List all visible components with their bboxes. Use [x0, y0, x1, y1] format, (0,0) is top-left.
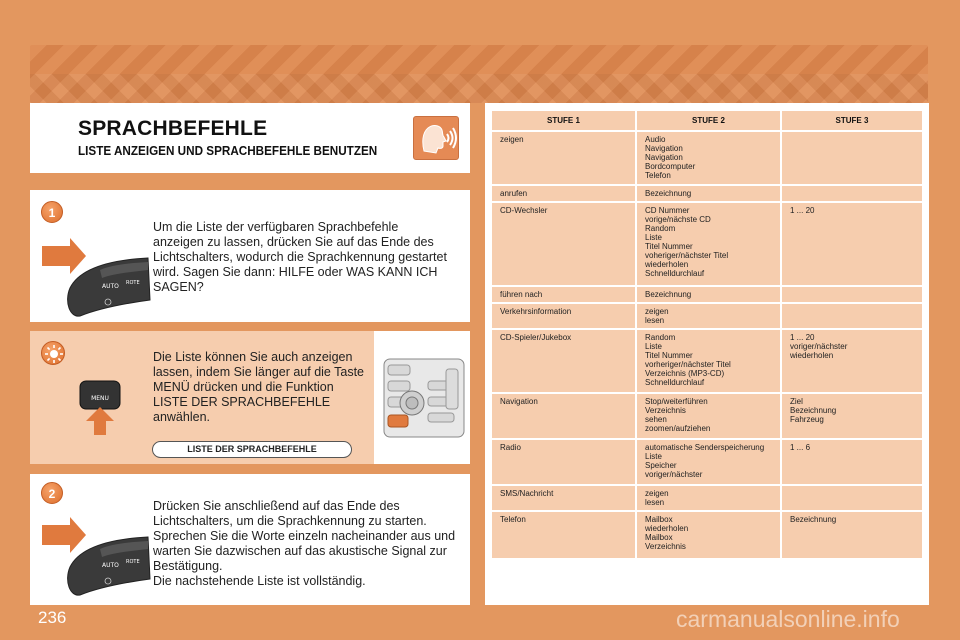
table-cell: Bezeichnung	[782, 512, 922, 558]
table-row	[492, 132, 922, 184]
table-cell: 1 ... 20	[782, 203, 922, 285]
table-cell	[782, 304, 922, 328]
chevron-header-band	[30, 45, 928, 103]
table-row	[492, 304, 922, 328]
table-row	[492, 512, 922, 558]
table-body	[492, 132, 922, 558]
table-cell: Random Liste Titel Nummer vorheriger/nächster Titel Verzeichnis (MP3-CD) Schnelldurchlauf	[637, 330, 780, 392]
tip-panel	[30, 331, 470, 464]
page-title: SPRACHBEFEHLE	[78, 117, 268, 140]
table-row	[492, 287, 922, 302]
menu-key-illustration	[78, 377, 124, 437]
table-cell	[782, 486, 922, 510]
table-cell: Stop/weiterführen Verzeichnis sehen zoomen/aufziehen	[637, 394, 780, 438]
tip-badge	[41, 341, 65, 365]
table-header-level-1: STUFE 1	[492, 111, 635, 130]
step-1-badge: 1	[41, 201, 63, 223]
table-cell: 1 ... 6	[782, 440, 922, 484]
table-cell: 1 ... 20 voriger/nächster wiederholen	[782, 330, 922, 392]
table-header-level-2: STUFE 2	[637, 111, 780, 130]
stalk-right-label-2: ROTE	[126, 559, 140, 565]
table-cell: Mailbox wiederholen Mailbox Verzeichnis	[637, 512, 780, 558]
table-cell: CD-Spieler/Jukebox	[492, 330, 635, 392]
table-row	[492, 394, 922, 438]
table-cell: führen nach	[492, 287, 635, 302]
page-number: 236	[38, 608, 67, 627]
voice-command-table	[485, 103, 929, 605]
table-cell	[782, 186, 922, 201]
menu-key-label: MENU	[91, 395, 109, 402]
stalk-auto-label: AUTO	[102, 283, 119, 290]
table-cell	[782, 287, 922, 302]
tip-text: Die Liste können Sie auch anzeigen lassen, indem Sie länger auf die Taste MENÜ drücken und die Funktion LISTE DER SPRACHBEFEHLE anwählen.	[153, 350, 365, 424]
title-panel	[30, 103, 470, 173]
voice-command-list-label: LISTE DER SPRACHBEFEHLE	[152, 441, 352, 458]
table-cell	[782, 132, 922, 184]
table-header-level-3: STUFE 3	[782, 111, 922, 130]
table-cell: Verkehrsinformation	[492, 304, 635, 328]
table-row	[492, 330, 922, 392]
stalk-auto-label-2: AUTO	[102, 562, 119, 569]
command-table	[490, 109, 924, 560]
step-2-badge: 2	[41, 482, 63, 504]
step-2-panel	[30, 474, 470, 605]
table-cell: Bezeichnung	[637, 287, 780, 302]
table-cell: Audio Navigation Navigation Bordcomputer Telefon	[637, 132, 780, 184]
table-cell: Navigation	[492, 394, 635, 438]
light-stalk-illustration	[40, 230, 152, 320]
table-row	[492, 440, 922, 484]
table-cell: Telefon	[492, 512, 635, 558]
table-cell: zeigen lesen	[637, 304, 780, 328]
page-subtitle: LISTE ANZEIGEN UND SPRACHBEFEHLE BENUTZEN	[78, 143, 378, 158]
step-1-panel	[30, 190, 470, 322]
table-row	[492, 186, 922, 201]
table-cell: Bezeichnung	[637, 186, 780, 201]
table-row	[492, 486, 922, 510]
table-cell: zeigen	[492, 132, 635, 184]
stalk-right-label: ROTE	[126, 280, 140, 286]
table-cell: CD Nummer vorige/nächste CD Random Liste Titel Nummer voheriger/nächster Titel wiederholen Schnelldurchlauf	[637, 203, 780, 285]
table-row	[492, 203, 922, 285]
table-cell: automatische Senderspeicherung Liste Speicher voriger/nächster	[637, 440, 780, 484]
table-cell: zeigen lesen	[637, 486, 780, 510]
light-stalk-illustration-2	[40, 509, 152, 599]
audio-unit-illustration	[374, 331, 470, 464]
table-cell: SMS/Nachricht	[492, 486, 635, 510]
table-cell: anrufen	[492, 186, 635, 201]
step-2-text: Drücken Sie anschließend auf das Ende des Lichtschalters, um die Sprachkennung zu starten. Sprechen Sie die Worte einzeln nacheinander aus und warten Sie dazwischen auf das akustische Signal zur Bestätigung. Die nachstehende Liste ist vollständig.	[153, 499, 456, 588]
watermark: carmanualsonline.info	[676, 606, 900, 632]
table-cell: Ziel Bezeichnung Fahrzeug	[782, 394, 922, 438]
table-cell: Radio	[492, 440, 635, 484]
table-cell: CD-Wechsler	[492, 203, 635, 285]
step-1-text: Um die Liste der verfügbaren Sprachbefehle anzeigen zu lassen, drücken Sie auf das Ende des Lichtschalters, wodurch die Sprachkennung gestartet wird. Sagen Sie dann: HILFE oder WAS KANN ICH SAGEN?	[153, 220, 447, 294]
voice-command-icon	[413, 116, 459, 160]
